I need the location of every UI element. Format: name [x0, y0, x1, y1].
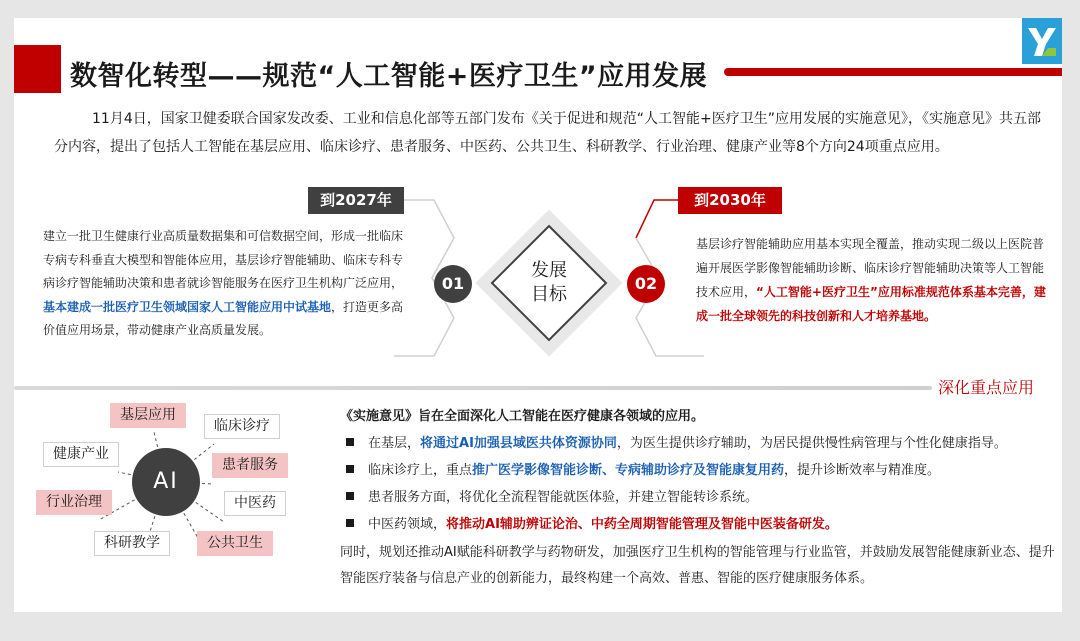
tag-2027: 到2027年 [308, 187, 404, 214]
bullet-square-icon [346, 492, 354, 500]
details-bullet-primary-care [340, 430, 1060, 457]
title-accent-block [14, 45, 61, 93]
details-bullet-clinical [340, 457, 1060, 484]
ai-center-circle: AI [132, 448, 200, 516]
page-title: 数智化转型——规范“人工智能+医疗卫生”应用发展 [70, 61, 708, 92]
details-block [340, 404, 1060, 592]
goal-center-label-line2: 目标 [531, 284, 567, 305]
goal-2030-text [696, 232, 1046, 328]
goal-2027-text-a: 建立一批卫生健康行业高质量数据集和可信数据空间，形成一批临床专病专科垂直大模型和智能体应用，基层诊疗智能辅助、临床专科专病诊疗智能辅助决策和患者就诊智能服务在医疗卫生机构广泛应用， [43, 229, 404, 290]
goal-2027-text-b: ，打造更多高价值应用场景，带动健康产业高质量发展。 [43, 299, 404, 337]
app-item-public-health: 公共卫生 [197, 531, 273, 556]
app-item-clinical: 临床诊疗 [204, 414, 280, 439]
app-item-primary-care: 基层应用 [110, 403, 186, 428]
goal-2027-text [43, 225, 405, 343]
bullet-square-icon [346, 519, 354, 527]
bullet-text: ，提升诊断效率与精准度。 [784, 463, 941, 478]
app-item-tcm: 中医药 [224, 491, 286, 516]
details-bullet-patient [340, 484, 1060, 511]
slide [14, 18, 1062, 612]
bullet-text: 在基层， [368, 436, 421, 451]
section-title: 深化重点应用 [938, 378, 1035, 397]
bullet-highlight: 将通过AI加强县域医共体资源协同 [420, 436, 617, 451]
bullet-square-icon [346, 465, 354, 473]
right-bracket [636, 200, 678, 238]
bullet-highlight: 推广医学影像智能诊断、专病辅助诊疗及智能康复用药 [472, 463, 785, 478]
bullet-text: ，为医生提供诊疗辅助，为居民提供慢性病管理与个性化健康指导。 [616, 436, 1007, 451]
goal-2030-highlight: “人工智能+医疗卫生”应用标准规范体系基本完善，建成一批全球领先的科技创新和人才培养基地。 [696, 285, 1046, 323]
goal-center-label-line1: 发展 [531, 260, 567, 281]
details-closing: 同时，规划还推动AI赋能科研教学与药物研发，加强医疗卫生机构的智能管理与行业监管，并鼓励发展智能健康新业态、提升智能医疗装备与信息产业的创新能力，最终构建一个高效、普惠、智能的医疗健康服务体系。 [340, 545, 1055, 586]
bullet-text: 患者服务方面，将优化全流程智能就医体验，并建立智能转诊系统。 [368, 490, 759, 505]
tag-2030: 到2030年 [678, 187, 782, 214]
bullet-highlight: 将推动AI辅助辨证论治、中药全周期智能管理及智能中医装备研发。 [446, 517, 838, 532]
intro-paragraph: 11月4日，国家卫健委联合国家发改委、工业和信息化部等五部门发布《关于促进和规范“人工智能+医疗卫生”应用发展的实施意见》，《实施意见》共五部分内容，提出了包括人工智能在基层应用、临床诊疗、患者服务、中医药、公共卫生、科研教学、行业治理、健康产业等8个方向24项重点应用。 [54, 111, 1041, 155]
section-divider [14, 386, 932, 390]
goal-2030-text-a: 基层诊疗智能辅助应用基本实现全覆盖，推动实现二级以上医院普遍开展医学影像智能辅助诊断、临床诊疗智能辅助决策等人工智能技术应用， [696, 237, 1045, 299]
app-item-governance: 行业治理 [36, 490, 112, 515]
details-bullet-tcm [340, 511, 1060, 538]
brand-logo [1022, 18, 1062, 64]
app-item-patient-service: 患者服务 [212, 453, 288, 478]
goal-number-02: 02 [627, 265, 665, 303]
goal-number-01: 01 [434, 265, 472, 303]
goal-center-label [509, 259, 589, 307]
bullet-square-icon [346, 438, 354, 446]
title-underline-bar [724, 68, 1062, 76]
app-item-research: 科研教学 [94, 531, 170, 556]
details-lead: 《实施意见》旨在全面深化人工智能在医疗健康各领域的应用。 [340, 409, 705, 424]
bullet-text: 临床诊疗上，重点 [368, 463, 473, 478]
goal-2027-highlight: 基本建成一批医疗卫生领域国家人工智能应用中试基地 [43, 299, 332, 314]
bullet-text: 中医药领域， [368, 517, 447, 532]
app-item-health-industry: 健康产业 [43, 442, 119, 467]
